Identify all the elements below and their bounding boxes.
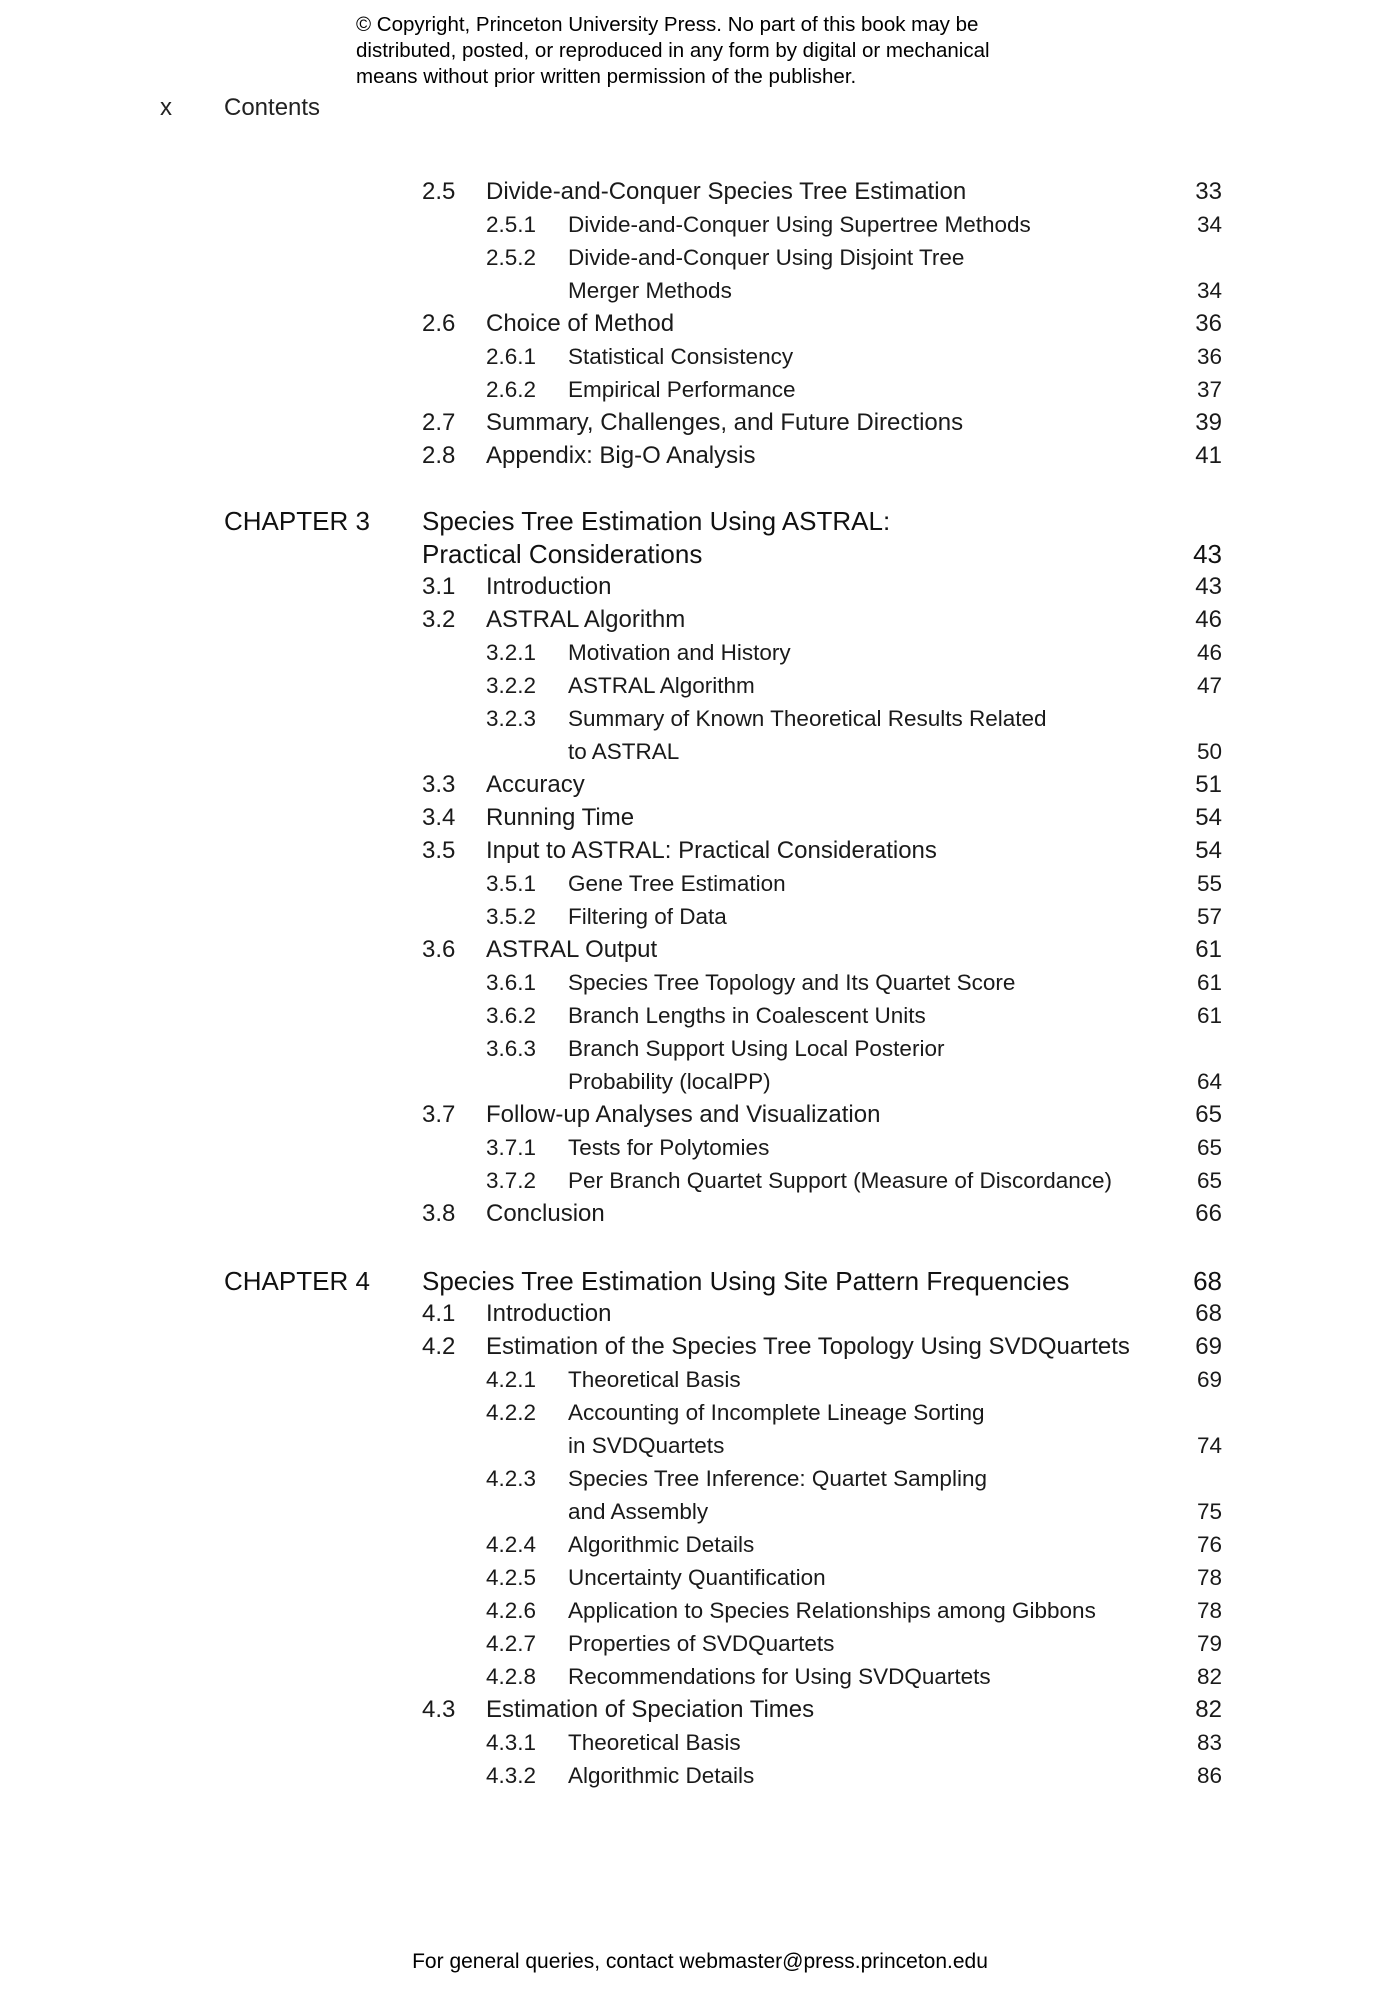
section-title: Running Time <box>486 804 635 831</box>
page-number: 61 <box>1196 1003 1222 1028</box>
page-number: 50 <box>1196 739 1222 764</box>
toc-entry-continuation <box>0 274 1400 308</box>
subsection-number: 4.3.2 <box>486 1763 537 1788</box>
toc-entry-section[interactable] <box>0 1098 1400 1132</box>
subsection-title: Per Branch Quartet Support (Measure of Discordance) <box>568 1168 1112 1193</box>
subsection-number: 2.6.1 <box>486 344 537 369</box>
section-title: Appendix: Big-O Analysis <box>486 442 756 469</box>
subsection-title-continued: to ASTRAL <box>568 739 680 764</box>
toc-entry-section[interactable] <box>0 801 1400 835</box>
page-number: 65 <box>1196 1168 1222 1193</box>
subsection-title: Properties of SVDQuartets <box>568 1631 835 1656</box>
toc-entry-section[interactable] <box>0 439 1400 473</box>
subsection-number: 2.5.2 <box>486 245 537 270</box>
toc-entry-subsection[interactable] <box>0 1726 1400 1760</box>
section-number: 4.1 <box>422 1300 456 1327</box>
page-number: 78 <box>1196 1565 1222 1590</box>
section-number: 4.2 <box>422 1333 456 1360</box>
subsection-title: Gene Tree Estimation <box>568 871 786 896</box>
toc-entry-subsection[interactable] <box>0 373 1400 407</box>
page-number: 34 <box>1196 212 1222 237</box>
page-number: 68 <box>1195 1300 1222 1327</box>
copyright-line: means without prior written permission of the publisher. <box>356 65 857 88</box>
page-number: 47 <box>1196 673 1222 698</box>
toc-entry-section[interactable] <box>0 406 1400 440</box>
subsection-title: Statistical Consistency <box>568 344 794 369</box>
page-number: 41 <box>1195 442 1222 469</box>
page-number: 54 <box>1195 837 1222 864</box>
toc-entry-subsection[interactable] <box>0 1396 1400 1430</box>
page-number: 86 <box>1196 1763 1222 1788</box>
subsection-number: 4.3.1 <box>486 1730 537 1755</box>
subsection-title: Application to Species Relationships among Gibbons <box>568 1598 1096 1623</box>
page-number: 78 <box>1196 1598 1222 1623</box>
subsection-title: ASTRAL Algorithm <box>568 673 755 698</box>
page-number: 82 <box>1196 1664 1222 1689</box>
page-number: 34 <box>1196 278 1222 303</box>
section-number: 2.6 <box>422 310 456 337</box>
subsection-title: Branch Lengths in Coalescent Units <box>568 1003 926 1028</box>
page-number: 57 <box>1196 904 1222 929</box>
subsection-title: Species Tree Topology and Its Quartet Score <box>568 970 1016 995</box>
page-number: 83 <box>1196 1730 1222 1755</box>
toc-entry-subsection[interactable] <box>0 340 1400 374</box>
section-number: 3.2 <box>422 606 456 633</box>
toc-entry-section[interactable] <box>0 834 1400 868</box>
toc-entry-section[interactable] <box>0 570 1400 604</box>
subsection-number: 4.2.8 <box>486 1664 537 1689</box>
toc-entry-continuation <box>0 1429 1400 1463</box>
section-number: 3.5 <box>422 837 456 864</box>
subsection-title: Summary of Known Theoretical Results Related <box>568 706 1047 731</box>
page-number: 54 <box>1195 804 1222 831</box>
chapter-title: Species Tree Estimation Using Site Pattern Frequencies <box>422 1266 1070 1296</box>
toc-entry-continuation <box>0 1495 1400 1529</box>
page-number: 39 <box>1195 409 1222 436</box>
section-number: 2.8 <box>422 442 456 469</box>
toc-entry-subsection[interactable] <box>0 1164 1400 1198</box>
subsection-number: 2.6.2 <box>486 377 537 402</box>
page-number: 79 <box>1196 1631 1222 1656</box>
toc-entry-subsection[interactable] <box>0 867 1400 901</box>
toc-entry-section[interactable] <box>0 175 1400 209</box>
page-number: 74 <box>1196 1433 1222 1458</box>
subsection-title: Uncertainty Quantification <box>568 1565 826 1590</box>
toc-entry-subsection[interactable] <box>0 1032 1400 1066</box>
toc-entry-chapter[interactable] <box>0 1264 1400 1298</box>
page-number: 55 <box>1196 871 1222 896</box>
copyright-line: © Copyright, Princeton University Press. No part of this book may be <box>356 13 979 36</box>
subsection-title: Branch Support Using Local Posterior <box>568 1036 945 1061</box>
subsection-number: 3.7.2 <box>486 1168 537 1193</box>
toc-entry-section[interactable] <box>0 1197 1400 1231</box>
toc-entry-subsection[interactable] <box>0 1131 1400 1165</box>
subsection-title: Tests for Polytomies <box>568 1135 770 1160</box>
toc-entry-section[interactable] <box>0 307 1400 341</box>
page-number: 43 <box>1193 539 1222 569</box>
page-number: 69 <box>1196 1367 1222 1392</box>
toc-entry-subsection[interactable] <box>0 636 1400 670</box>
toc-entry-continuation <box>0 1065 1400 1099</box>
section-title: Choice of Method <box>486 310 675 337</box>
subsection-number: 3.2.1 <box>486 640 537 665</box>
chapter-title: Species Tree Estimation Using ASTRAL: <box>422 506 891 536</box>
section-number: 4.3 <box>422 1696 456 1723</box>
subsection-number: 3.6.1 <box>486 970 537 995</box>
chapter-label: CHAPTER 3 <box>224 506 370 536</box>
subsection-number: 3.2.2 <box>486 673 537 698</box>
subsection-number: 4.2.2 <box>486 1400 537 1425</box>
page-number: 65 <box>1195 1101 1222 1128</box>
page-number: 68 <box>1193 1266 1222 1296</box>
subsection-number: 3.5.2 <box>486 904 537 929</box>
subsection-title: Theoretical Basis <box>568 1367 741 1392</box>
subsection-number: 4.2.3 <box>486 1466 537 1491</box>
subsection-number: 2.5.1 <box>486 212 537 237</box>
toc-entry-subsection[interactable] <box>0 1363 1400 1397</box>
subsection-title: Accounting of Incomplete Lineage Sorting <box>568 1400 985 1425</box>
toc-entry-section[interactable] <box>0 768 1400 802</box>
toc-entry-subsection[interactable] <box>0 1462 1400 1496</box>
page-number: 46 <box>1196 640 1222 665</box>
page-number: 36 <box>1195 310 1222 337</box>
page-number: 43 <box>1195 573 1222 600</box>
toc-entry-subsection[interactable] <box>0 900 1400 934</box>
page-number: 61 <box>1196 970 1222 995</box>
toc-entry-continuation <box>0 537 1400 571</box>
subsection-number: 4.2.6 <box>486 1598 537 1623</box>
subsection-title: Empirical Performance <box>568 377 796 402</box>
subsection-title: Algorithmic Details <box>568 1763 755 1788</box>
subsection-number: 4.2.1 <box>486 1367 537 1392</box>
subsection-title-continued: and Assembly <box>568 1499 709 1524</box>
section-title: Accuracy <box>486 771 585 798</box>
section-number: 3.4 <box>422 804 456 831</box>
section-title: Summary, Challenges, and Future Directions <box>486 409 964 436</box>
section-title: Follow-up Analyses and Visualization <box>486 1101 881 1128</box>
page-number: 76 <box>1196 1532 1222 1557</box>
toc-entry-subsection[interactable] <box>0 999 1400 1033</box>
subsection-title: Motivation and History <box>568 640 791 665</box>
running-head-title: Contents <box>224 94 321 121</box>
subsection-title-continued: in SVDQuartets <box>568 1433 725 1458</box>
section-number: 2.7 <box>422 409 456 436</box>
section-number: 3.6 <box>422 936 456 963</box>
section-title: Introduction <box>486 573 612 600</box>
subsection-title: Theoretical Basis <box>568 1730 741 1755</box>
section-title: Divide-and-Conquer Species Tree Estimation <box>486 178 967 205</box>
subsection-number: 3.6.2 <box>486 1003 537 1028</box>
subsection-title-continued: Probability (localPP) <box>568 1069 771 1094</box>
chapter-label: CHAPTER 4 <box>224 1266 370 1296</box>
page-number: 37 <box>1196 377 1222 402</box>
footer-contact: For general queries, contact webmaster@press.princeton.edu <box>412 1950 988 1973</box>
toc-entry-subsection[interactable] <box>0 1759 1400 1793</box>
page-number: 66 <box>1195 1200 1222 1227</box>
subsection-number: 4.2.4 <box>486 1532 537 1557</box>
subsection-title-continued: Merger Methods <box>568 278 732 303</box>
toc-entry-subsection[interactable] <box>0 702 1400 736</box>
page-folio: x <box>160 94 172 121</box>
subsection-number: 3.6.3 <box>486 1036 537 1061</box>
section-title: Conclusion <box>486 1200 605 1227</box>
section-number: 3.7 <box>422 1101 456 1128</box>
section-title: Introduction <box>486 1300 612 1327</box>
subsection-title: Divide-and-Conquer Using Disjoint Tree <box>568 245 965 270</box>
toc-entry-section[interactable] <box>0 603 1400 637</box>
toc-entry-section[interactable] <box>0 1330 1400 1364</box>
page-number: 51 <box>1195 771 1222 798</box>
section-title: ASTRAL Output <box>486 936 658 963</box>
page-number: 61 <box>1195 936 1222 963</box>
toc-entry-subsection[interactable] <box>0 1660 1400 1694</box>
subsection-number: 4.2.7 <box>486 1631 537 1656</box>
subsection-number: 3.2.3 <box>486 706 537 731</box>
toc-entry-chapter[interactable] <box>0 504 1400 538</box>
section-title: Input to ASTRAL: Practical Considerations <box>486 837 937 864</box>
subsection-title: Divide-and-Conquer Using Supertree Methods <box>568 212 1031 237</box>
page-number: 46 <box>1195 606 1222 633</box>
page-number: 69 <box>1195 1333 1222 1360</box>
page-number: 33 <box>1195 178 1222 205</box>
subsection-title: Species Tree Inference: Quartet Sampling <box>568 1466 987 1491</box>
section-number: 3.1 <box>422 573 456 600</box>
page-number: 64 <box>1196 1069 1222 1094</box>
subsection-number: 3.7.1 <box>486 1135 537 1160</box>
toc-entry-subsection[interactable] <box>0 241 1400 275</box>
page-number: 75 <box>1196 1499 1222 1524</box>
toc-entry-subsection[interactable] <box>0 1594 1400 1628</box>
toc-entry-subsection[interactable] <box>0 1627 1400 1661</box>
subsection-title: Recommendations for Using SVDQuartets <box>568 1664 991 1689</box>
subsection-number: 4.2.5 <box>486 1565 537 1590</box>
subsection-title: Filtering of Data <box>568 904 727 929</box>
copyright-line: distributed, posted, or reproduced in any form by digital or mechanical <box>356 39 990 62</box>
toc-entry-section[interactable] <box>0 1297 1400 1331</box>
section-number: 3.3 <box>422 771 456 798</box>
toc-entry-section[interactable] <box>0 1693 1400 1727</box>
toc-entry-section[interactable] <box>0 933 1400 967</box>
section-number: 2.5 <box>422 178 456 205</box>
toc-entry-subsection[interactable] <box>0 1561 1400 1595</box>
chapter-title-continued: Practical Considerations <box>422 539 703 569</box>
toc-entry-continuation <box>0 735 1400 769</box>
subsection-title: Algorithmic Details <box>568 1532 755 1557</box>
page-number: 82 <box>1195 1696 1222 1723</box>
toc-entry-subsection[interactable] <box>0 966 1400 1000</box>
section-title: Estimation of Speciation Times <box>486 1696 815 1723</box>
section-title: ASTRAL Algorithm <box>486 606 686 633</box>
page-number: 65 <box>1196 1135 1222 1160</box>
page-number: 36 <box>1196 344 1222 369</box>
toc-entry-subsection[interactable] <box>0 669 1400 703</box>
toc-entry-subsection[interactable] <box>0 1528 1400 1562</box>
section-number: 3.8 <box>422 1200 456 1227</box>
toc-entry-subsection[interactable] <box>0 208 1400 242</box>
subsection-number: 3.5.1 <box>486 871 537 896</box>
section-title: Estimation of the Species Tree Topology Using SVDQuartets <box>486 1333 1130 1360</box>
